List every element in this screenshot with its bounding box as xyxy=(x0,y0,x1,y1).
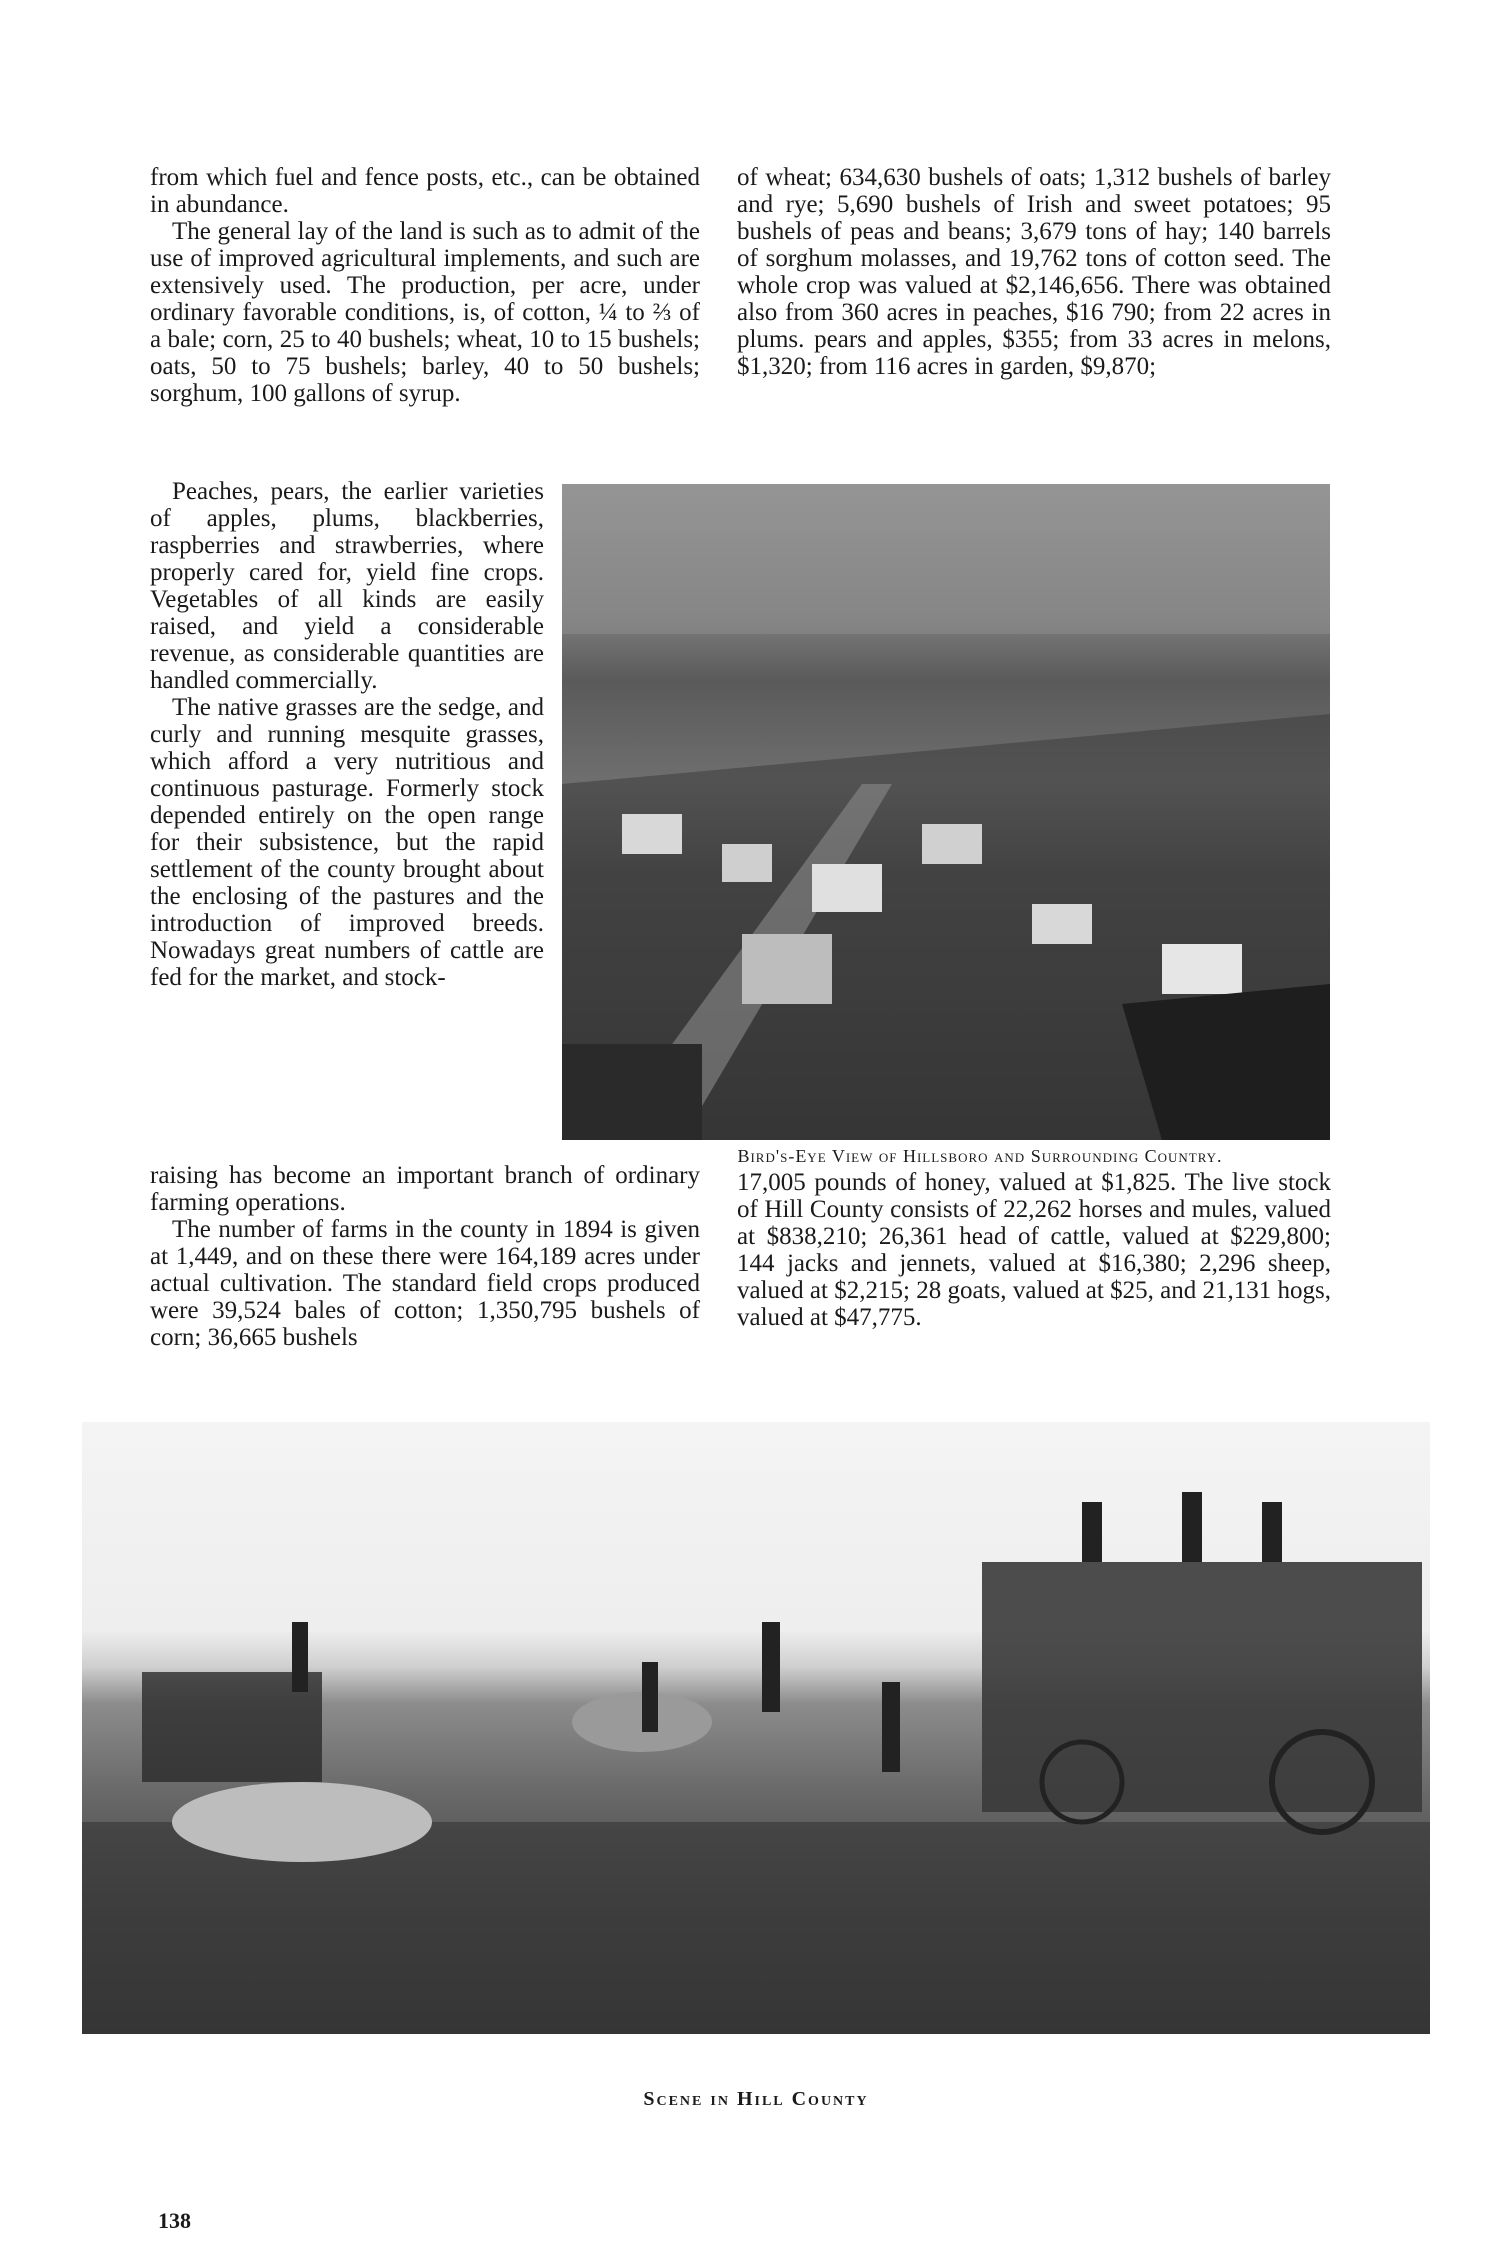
paragraph: raising has become an important branch of ordinary farming operations. xyxy=(150,1162,700,1216)
right-column-top xyxy=(737,164,1331,380)
hill-county-photo-drawing xyxy=(82,1422,1430,2034)
left-column-wrap xyxy=(150,478,544,991)
left-column-top xyxy=(150,164,700,407)
paragraph: Peaches, pears, the earlier varieties of apples, plums, blackberries, raspberries and strawberries, where properly cared for, yield fine crops. Vegetables of all kinds are easily raised, and yield a considerable revenue, as considerable quantities are handled commercially. xyxy=(150,478,544,694)
hill-county-photo xyxy=(82,1422,1430,2034)
birdseye-photo xyxy=(562,484,1330,1140)
hill-county-caption: Scene in Hill County xyxy=(643,2088,869,2110)
paragraph: of wheat; 634,630 bushels of oats; 1,312 bushels of barley and rye; 5,690 bushels of Irish and sweet potatoes; 95 bushels of peas and beans; 3,679 tons of hay; 140 barrels of sorghum molasses, and 19,762 tons of cotton seed. The whole crop was valued at $2,146,656. There was obtained also from 360 acres in peaches, $16 790; from 22 acres in plums. pears and apples, $355; from 33 acres in melons, $1,320; from 116 acres in garden, $9,870; xyxy=(737,164,1331,380)
birdseye-caption: Bird's-Eye View of Hillsboro and Surrounding Country. xyxy=(737,1146,1223,1166)
paragraph: 17,005 pounds of honey, valued at $1,825. The live stock of Hill County consists of 22,262 horses and mules, valued at $838,210; 26,361 head of cattle, valued at $229,800; 144 jacks and jennets, valued at $16,380; 2,296 sheep, valued at $2,215; 28 goats, valued at $25, and 21,131 hogs, valued at $47,775. xyxy=(737,1169,1331,1331)
birdseye-photo-drawing xyxy=(562,484,1330,1140)
paragraph: The native grasses are the sedge, and curly and running mesquite grasses, which afford a very nutritious and continuous pasturage. Formerly stock depended entirely on the open range for their subsistence, but the rapid settlement of the county brought about the enclosing of the pastures and the introduction of improved breeds. Nowadays great numbers of cattle are fed for the market, and stock- xyxy=(150,694,544,991)
page-number: 138 xyxy=(158,2208,191,2233)
paragraph: from which fuel and fence posts, etc., can be obtained in abundance. xyxy=(150,164,700,218)
paragraph: The general lay of the land is such as to admit of the use of improved agricultural implements, and such are extensively used. The production, per acre, under ordinary favorable conditions, is, of cotton, ¼ to ⅔ of a bale; corn, 25 to 40 bushels; wheat, 10 to 15 bushels; oats, 50 to 75 bushels; barley, 40 to 50 bushels; sorghum, 100 gallons of syrup. xyxy=(150,218,700,407)
paragraph: The number of farms in the county in 1894 is given at 1,449, and on these there were 164,189 acres under actual cultivation. The standard field crops produced were 39,524 bales of cotton; 1,350,795 bushels of corn; 36,665 bushels xyxy=(150,1216,700,1351)
right-column-bottom xyxy=(737,1169,1331,1331)
left-column-bottom xyxy=(150,1162,700,1351)
